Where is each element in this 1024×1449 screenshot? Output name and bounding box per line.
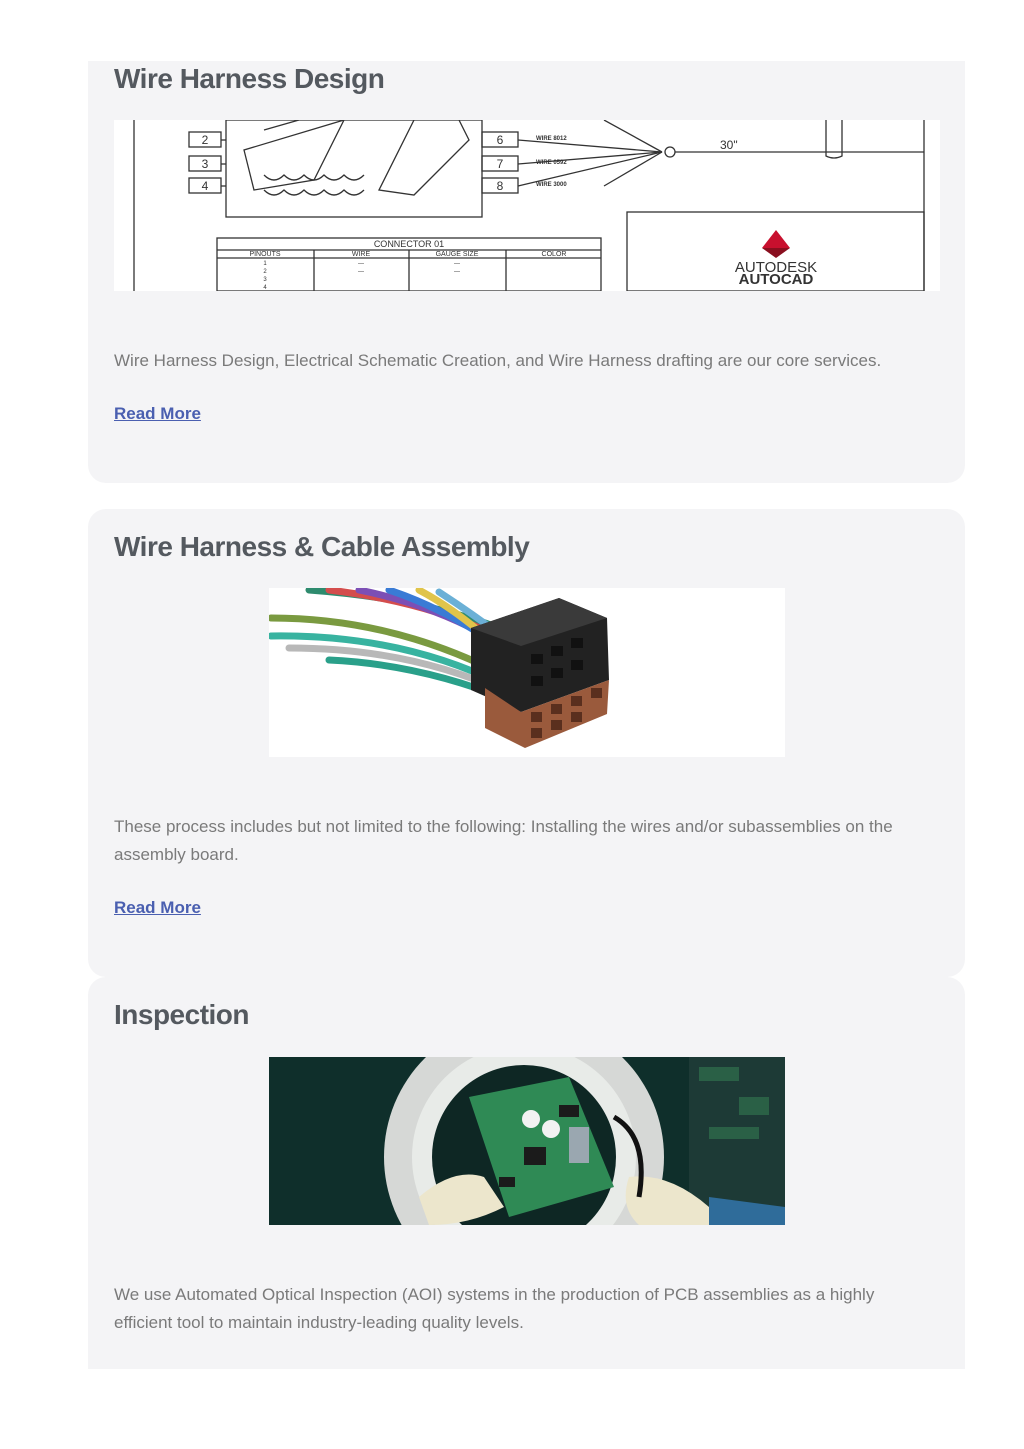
- svg-text:—: —: [454, 269, 460, 275]
- service-card-inspection: [88, 977, 965, 1369]
- svg-text:AUTOCAD: AUTOCAD: [738, 271, 814, 288]
- svg-text:2: 2: [201, 133, 209, 147]
- wire-connector-photo-icon: [269, 588, 785, 757]
- card-title: Wire Harness & Cable Assembly: [114, 531, 530, 562]
- wire-connector-image: [269, 588, 785, 757]
- card-title: Inspection: [114, 999, 250, 1030]
- svg-text:—: —: [358, 261, 364, 267]
- card-description: Wire Harness Design, Electrical Schematic Creation, and Wire Harness drafting are our core services.: [114, 351, 882, 370]
- svg-text:—: —: [454, 261, 460, 267]
- svg-text:WIRE 0592: WIRE 0592: [536, 160, 567, 166]
- service-card-wire-harness-design: [88, 61, 965, 483]
- svg-text:WIRE 8012: WIRE 8012: [536, 136, 567, 142]
- svg-text:WIRE 3000: WIRE 3000: [536, 182, 567, 188]
- svg-text:3: 3: [201, 157, 209, 171]
- read-more-link[interactable]: Read More: [114, 898, 201, 917]
- service-card-wire-harness-cable-assembly: [88, 509, 965, 977]
- svg-text:AUTODESK: AUTODESK: [734, 259, 818, 276]
- svg-text:8: 8: [496, 179, 504, 193]
- read-more-link[interactable]: Read More: [114, 404, 201, 423]
- svg-text:30": 30": [720, 138, 738, 152]
- schematic-image: [114, 120, 940, 291]
- svg-text:3: 3: [263, 277, 267, 283]
- svg-text:1: 1: [263, 261, 267, 267]
- schematic-drawing-icon: [114, 120, 940, 291]
- svg-text:WIRE: WIRE: [351, 251, 371, 258]
- card-description: We use Automated Optical Inspection (AOI) systems in the production of PCB assemblies as a highly efficient tool to maintain industry-leading quality levels.: [114, 1285, 875, 1332]
- svg-text:7: 7: [496, 157, 504, 171]
- svg-text:COLOR: COLOR: [541, 251, 567, 258]
- autodesk-logo-icon: [735, 230, 817, 288]
- svg-text:PINOUTS: PINOUTS: [249, 251, 281, 258]
- svg-text:GAUGE SIZE: GAUGE SIZE: [435, 251, 479, 258]
- card-title: Wire Harness Design: [114, 63, 385, 94]
- svg-text:—: —: [358, 269, 364, 275]
- inspection-image: [269, 1057, 785, 1225]
- svg-text:2: 2: [263, 269, 267, 275]
- svg-text:4: 4: [201, 179, 209, 193]
- svg-text:CONNECTOR 01: CONNECTOR 01: [373, 239, 445, 249]
- magnifier-pcb-photo-icon: [269, 1057, 785, 1225]
- card-description: These process includes but not limited to the following: Installing the wires and/or subassemblies on the assembly board.: [114, 817, 893, 864]
- svg-text:6: 6: [496, 133, 504, 147]
- svg-text:4: 4: [263, 285, 267, 291]
